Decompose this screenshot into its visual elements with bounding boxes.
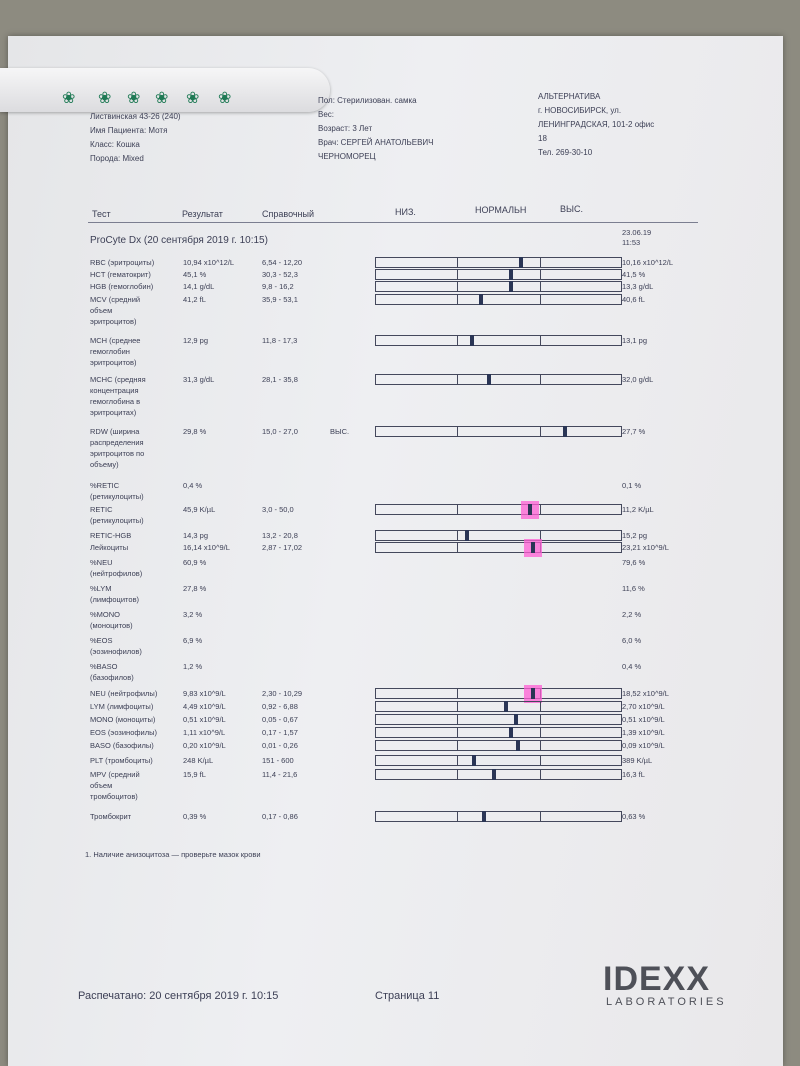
- previous-result: 2,2 %: [622, 610, 642, 619]
- col-low: НИЗ.: [395, 207, 416, 217]
- previous-result: 11,6 %: [622, 584, 645, 593]
- patient-info-line: Имя Пациента: Мотя: [90, 126, 168, 135]
- test-name: (базофилов): [90, 673, 134, 682]
- previous-result: 27,7 %: [622, 427, 646, 436]
- test-result: 248 K/µL: [183, 756, 214, 765]
- test-result: 0,4 %: [183, 481, 203, 490]
- value-marker: [470, 335, 474, 346]
- test-name: MONO (моноциты): [90, 715, 156, 724]
- value-marker: [509, 727, 513, 738]
- value-marker: [514, 714, 518, 725]
- test-name: Лейкоциты: [90, 543, 129, 552]
- test-name: %LYM: [90, 584, 112, 593]
- col-test: Тест: [92, 209, 111, 219]
- value-marker: [482, 811, 486, 822]
- header-divider: [88, 222, 698, 223]
- page-number: Страница 11: [375, 990, 440, 1002]
- previous-result: 79,6 %: [622, 558, 646, 567]
- range-gauge: [375, 740, 622, 751]
- test-result: 1,11 x10^9/L: [183, 728, 226, 737]
- prev-date: 23.06.19: [622, 228, 652, 237]
- test-name: (нейтрофилов): [90, 569, 143, 578]
- value-marker: [472, 755, 476, 766]
- test-name: концентрация: [90, 386, 139, 395]
- value-marker: [504, 701, 508, 712]
- range-gauge: [375, 714, 622, 725]
- reference-range: 3,0 - 50,0: [262, 505, 294, 514]
- value-marker: [492, 769, 496, 780]
- owner-vet-line: ЧЕРНОМОРЕЦ: [318, 152, 376, 161]
- printed-date: Распечатано: 20 сентября 2019 г. 10:15: [78, 990, 279, 1002]
- test-name: %MONO: [90, 610, 120, 619]
- owner-vet-line: Врач: СЕРГЕЙ АНАТОЛЬЕВИЧ: [318, 138, 434, 147]
- value-marker: [509, 269, 513, 280]
- test-name: RBC (эритроциты): [90, 258, 155, 267]
- test-name: (лимфоцитов): [90, 595, 140, 604]
- owner-vet-line: Вес:: [318, 110, 335, 119]
- reference-range: 13,2 - 20,8: [262, 531, 298, 540]
- value-marker: [479, 294, 483, 305]
- test-name: распределения: [90, 438, 144, 447]
- test-name: MCHC (средняя: [90, 375, 146, 384]
- test-name: %RETIC: [90, 481, 120, 490]
- idexx-logo: IDEXX: [603, 960, 711, 998]
- reference-range: 2,30 - 10,29: [262, 689, 303, 698]
- idexx-logo-sub: LABORATORIES: [606, 996, 727, 1008]
- test-result: 0,39 %: [183, 812, 207, 821]
- range-gauge: [375, 701, 622, 712]
- reference-range: 28,1 - 35,8: [262, 375, 298, 384]
- value-marker: [519, 257, 523, 268]
- clinic-info-line: Тел. 269-30-10: [538, 148, 593, 157]
- previous-result: 1,39 x10^9/L: [622, 728, 665, 737]
- value-marker: [516, 740, 520, 751]
- previous-result: 0,09 x10^9/L: [622, 741, 665, 750]
- test-name: (моноцитов): [90, 621, 133, 630]
- reference-range: 11,4 - 21,6: [262, 770, 298, 779]
- range-gauge: [375, 755, 622, 766]
- test-name: LYM (лимфоциты): [90, 702, 154, 711]
- test-result: 29,8 %: [183, 427, 207, 436]
- test-name: MPV (средний: [90, 770, 140, 779]
- range-gauge: [375, 257, 622, 268]
- test-name: тромбоцитов): [90, 792, 138, 801]
- reference-range: 35,9 - 53,1: [262, 295, 298, 304]
- clinic-info-line: АЛЬТЕРНАТИВА: [538, 92, 601, 101]
- previous-result: 389 K/µL: [622, 756, 653, 765]
- value-marker: [531, 688, 535, 699]
- test-result: 15,9 fL: [183, 770, 206, 779]
- test-name: эритроцитах): [90, 408, 137, 417]
- range-gauge: [375, 335, 622, 346]
- section-title: ProCyte Dx (20 сентября 2019 г. 10:15): [90, 235, 268, 246]
- test-name: %BASO: [90, 662, 118, 671]
- reference-range: 0,05 - 0,67: [262, 715, 298, 724]
- test-name: (эозинофилов): [90, 647, 142, 656]
- previous-result: 40,6 fL: [622, 295, 645, 304]
- reference-range: 6,54 - 12,20: [262, 258, 303, 267]
- test-name: EOS (эозинофилы): [90, 728, 157, 737]
- paw-icon: ❀: [127, 90, 141, 107]
- test-result: 10,94 x10^12/L: [183, 258, 235, 267]
- test-name: (ретикулоциты): [90, 492, 144, 501]
- range-gauge: [375, 769, 622, 780]
- range-gauge: [375, 269, 622, 280]
- previous-result: 0,51 x10^9/L: [622, 715, 665, 724]
- reference-range: 15,0 - 27,0: [262, 427, 298, 436]
- range-gauge: [375, 294, 622, 305]
- previous-result: 6,0 %: [622, 636, 642, 645]
- previous-result: 13,1 pg: [622, 336, 648, 345]
- patient-info-line: Листвинская 43-26 (240): [90, 112, 181, 121]
- previous-result: 0,1 %: [622, 481, 642, 490]
- test-name: PLT (тромбоциты): [90, 756, 153, 765]
- test-result: 3,2 %: [183, 610, 203, 619]
- reference-range: 30,3 - 52,3: [262, 270, 298, 279]
- reference-range: 151 - 600: [262, 756, 294, 765]
- test-result: 1,2 %: [183, 662, 203, 671]
- value-marker: [465, 530, 469, 541]
- test-result: 4,49 x10^9/L: [183, 702, 226, 711]
- test-name: объем: [90, 781, 113, 790]
- test-result: 9,83 x10^9/L: [183, 689, 226, 698]
- range-gauge: [375, 530, 622, 541]
- test-name: RDW (ширина: [90, 427, 140, 436]
- reference-range: 0,01 - 0,26: [262, 741, 298, 750]
- test-result: 0,20 x10^9/L: [183, 741, 226, 750]
- range-gauge: [375, 688, 622, 699]
- previous-result: 11,2 K/µL: [622, 505, 654, 514]
- footnote: 1. Наличие анизоцитоза — проверьте мазок крови: [85, 850, 261, 859]
- test-name: HGB (гемоглобин): [90, 282, 154, 291]
- test-result: 27,8 %: [183, 584, 207, 593]
- prev-time: 11:53: [622, 238, 641, 247]
- test-name: эритроцитов по: [90, 449, 145, 458]
- paw-icon: ❀: [62, 90, 76, 107]
- paw-icon: ❀: [218, 90, 232, 107]
- previous-result: 2,70 x10^9/L: [622, 702, 665, 711]
- test-result: 6,9 %: [183, 636, 203, 645]
- value-marker: [528, 504, 532, 515]
- previous-result: 32,0 g/dL: [622, 375, 654, 384]
- reference-range: 2,87 - 17,02: [262, 543, 303, 552]
- reference-range: 0,92 - 6,88: [262, 702, 298, 711]
- test-name: эритроцитов): [90, 358, 137, 367]
- test-name: BASO (базофилы): [90, 741, 154, 750]
- value-marker: [509, 281, 513, 292]
- previous-result: 41,5 %: [622, 270, 646, 279]
- test-result: 12,9 pg: [183, 336, 209, 345]
- clinic-info-line: ЛЕНИНГРАДСКАЯ, 101-2 офис: [538, 120, 655, 129]
- range-gauge: [375, 426, 622, 437]
- test-name: %EOS: [90, 636, 113, 645]
- previous-result: 10,16 x10^12/L: [622, 258, 674, 267]
- test-result: 31,3 g/dL: [183, 375, 215, 384]
- clinic-info-line: 18: [538, 134, 547, 143]
- previous-result: 18,52 x10^9/L: [622, 689, 669, 698]
- range-gauge: [375, 542, 622, 553]
- test-name: NEU (нейтрофилы): [90, 689, 158, 698]
- test-name: гемоглобина в: [90, 397, 141, 406]
- test-result: 16,14 x10^9/L: [183, 543, 230, 552]
- patient-info-line: Порода: Mixed: [90, 154, 144, 163]
- owner-vet-line: Возраст: 3 Лет: [318, 124, 373, 133]
- previous-result: 16,3 fL: [622, 770, 645, 779]
- col-normal: НОРМАЛЬН: [475, 205, 527, 215]
- paw-icon: ❀: [98, 90, 112, 107]
- test-name: HCT (гематокрит): [90, 270, 151, 279]
- owner-vet-line: Пол: Стерилизован. самка: [318, 96, 417, 105]
- test-result: 41,2 fL: [183, 295, 206, 304]
- value-marker: [563, 426, 567, 437]
- test-name: RETIC-HGB: [90, 531, 132, 540]
- test-name: объему): [90, 460, 119, 469]
- reference-range: 9,8 - 16,2: [262, 282, 294, 291]
- paw-icon: ❀: [155, 90, 169, 107]
- previous-result: 0,4 %: [622, 662, 642, 671]
- patient-info-line: Класс: Кошка: [90, 140, 140, 149]
- col-result: Результат: [182, 209, 223, 219]
- reference-range: 11,8 - 17,3: [262, 336, 298, 345]
- test-name: %NEU: [90, 558, 113, 567]
- paw-icon: ❀: [186, 90, 200, 107]
- test-name: гемоглобин: [90, 347, 130, 356]
- test-result: 60,9 %: [183, 558, 207, 567]
- previous-result: 0,63 %: [622, 812, 646, 821]
- col-reference: Справочный: [262, 209, 315, 219]
- range-gauge: [375, 811, 622, 822]
- range-gauge: [375, 281, 622, 292]
- test-name: объем: [90, 306, 113, 315]
- value-marker: [531, 542, 535, 553]
- reference-range: 0,17 - 1,57: [262, 728, 298, 737]
- value-marker: [487, 374, 491, 385]
- test-result: 0,51 x10^9/L: [183, 715, 226, 724]
- test-result: 45,1 %: [183, 270, 207, 279]
- clinic-info-line: г. НОВОСИБИРСК, ул.: [538, 106, 622, 115]
- previous-result: 13,3 g/dL: [622, 282, 654, 291]
- test-name: Тромбокрит: [90, 812, 132, 821]
- test-name: эритроцитов): [90, 317, 137, 326]
- range-gauge: [375, 374, 622, 385]
- col-high: ВЫС.: [560, 204, 583, 214]
- test-name: RETIC: [90, 505, 113, 514]
- test-name: MCV (средний: [90, 295, 141, 304]
- test-result: 14,1 g/dL: [183, 282, 215, 291]
- test-name: MCH (среднее: [90, 336, 141, 345]
- test-result: 14,3 pg: [183, 531, 209, 540]
- range-gauge: [375, 504, 622, 515]
- reference-range: 0,17 - 0,86: [262, 812, 298, 821]
- previous-result: 23,21 x10^9/L: [622, 543, 669, 552]
- high-flag: ВЫС.: [330, 427, 350, 436]
- test-result: 45,9 K/µL: [183, 505, 216, 514]
- previous-result: 15,2 pg: [622, 531, 648, 540]
- range-gauge: [375, 727, 622, 738]
- test-name: (ретикулоциты): [90, 516, 144, 525]
